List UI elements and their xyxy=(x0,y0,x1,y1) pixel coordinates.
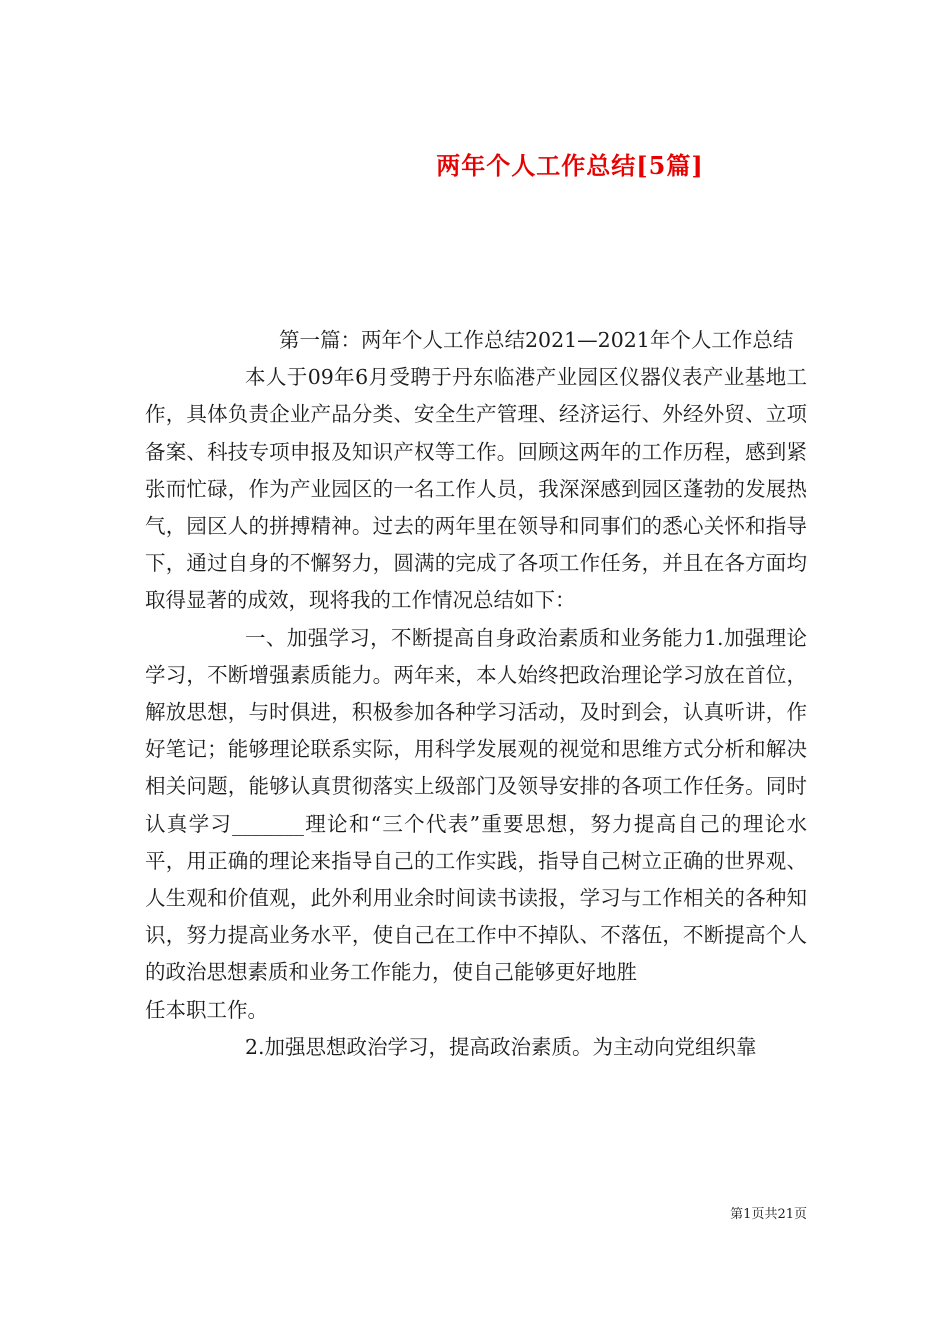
page-footer: 第1页共21页 xyxy=(730,1207,807,1222)
body-paragraph-study: 一、加强学习，不断提高自身政治素质和业务能力1.加强理论学习，不断增强素质能力。两年来，本人始终把政治理论学习放在首位，解放思想，与时俱进，积极参加各种学习活动，及时到会，认真听讲，作好笔记；能够理论联系实际，用科学发展观的视觉和思维方式分析和解决相关问题，能够认真贯彻落实上级部门及领导安排的各项工作任务。同时认真学习_______理论和“三个代表”重要思想，努力提高自己的理论水平，用正确的理论来指导自己的工作实践，指导自己树立正确的世界观、人生观和价值观，此外利用业余时间读书读报，学习与工作相关的各种知识，努力提高业务水平，使自己在工作中不掉队、不落伍，不断提高个人的政治思想素质和业务工作能力，使自己能够更好地胜 xyxy=(145,625,807,985)
body-paragraph-intro: 本人于09年6月受聘于丹东临港产业园区仪器仪表产业基地工作，具体负责企业产品分类、安全生产管理、经济运行、外经外贸、立项备案、科技专项申报及知识产权等工作。回顾这两年的工作历程，感到紧张而忙碌，作为产业园区的一名工作人员，我深深感到园区蓬勃的发展热气，园区人的拼搏精神。过去的两年里在领导和同事们的悉心关怀和指导下，通过自身的不懈努力，圆满的完成了各项工作任务，并且在各方面均取得显著的成效，现将我的工作情况总结如下： xyxy=(145,365,807,613)
document-title: 两年个人工作总结[5篇] xyxy=(436,151,704,181)
section-heading-paragraph: 第一篇：两年个人工作总结2021—2021年个人工作总结 xyxy=(279,328,794,352)
body-paragraph-politics: 2.加强思想政治学习，提高政治素质。为主动向党组织靠 xyxy=(245,1034,757,1059)
body-paragraph-continuation: 任本职工作。 xyxy=(145,997,268,1022)
document-body xyxy=(145,322,807,1066)
